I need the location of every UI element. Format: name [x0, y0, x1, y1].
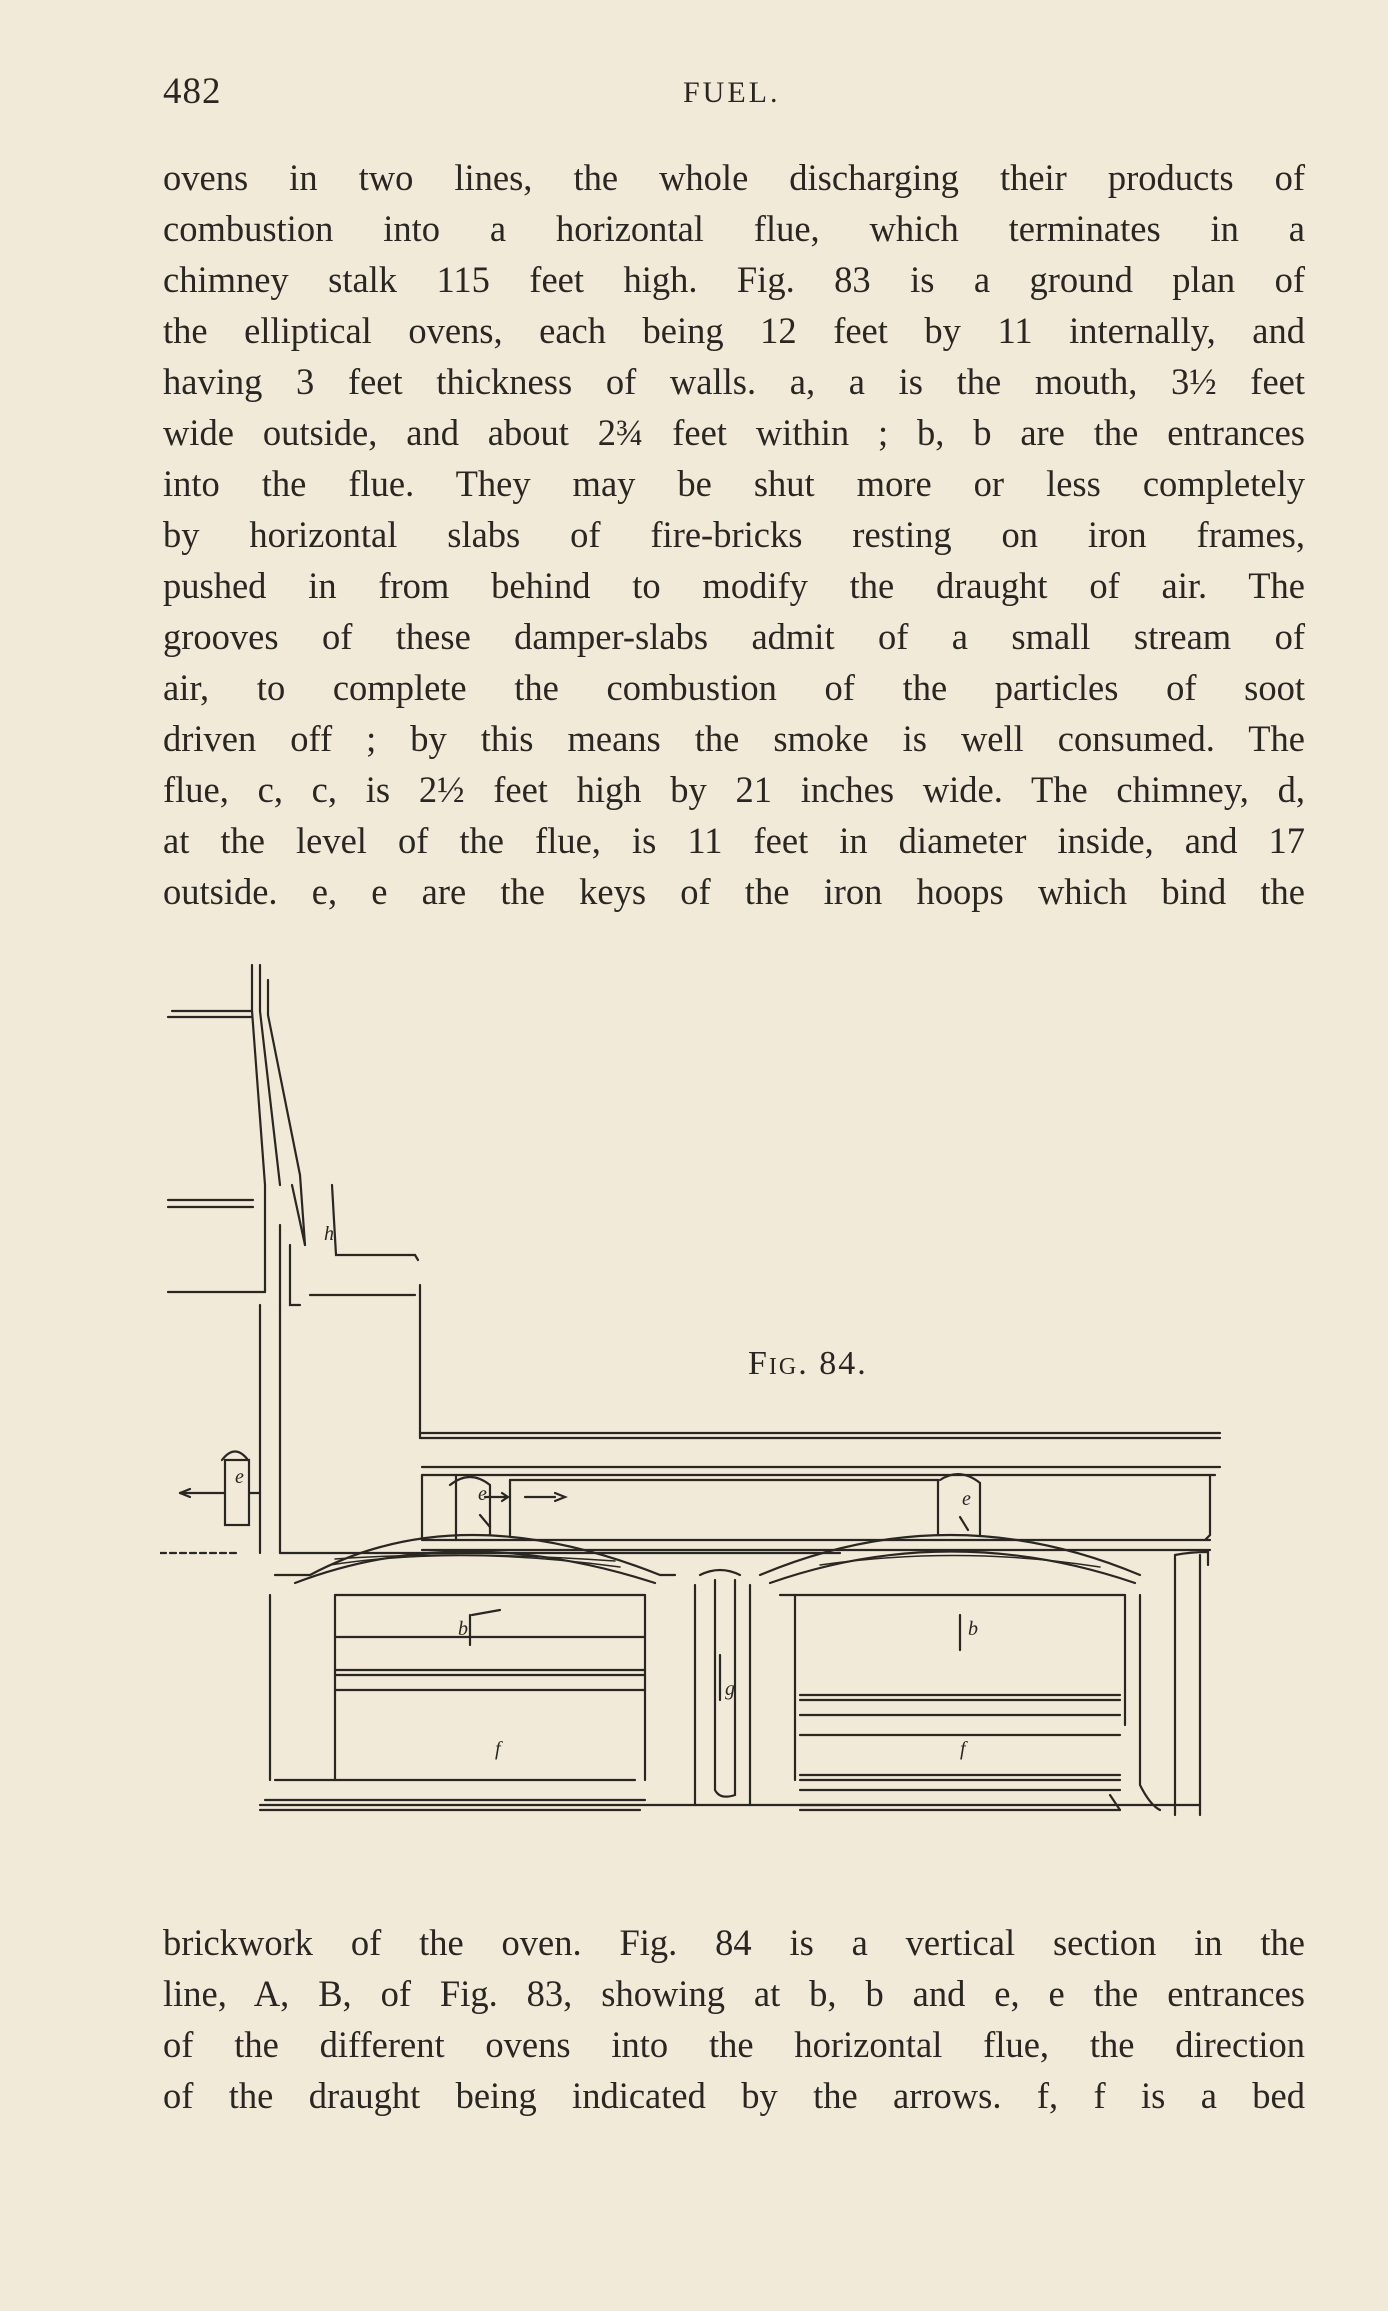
chimney-lines [168, 965, 418, 1305]
paragraph-bottom [163, 1917, 1305, 2121]
text-line: by horizontal slabs of fire-bricks resting on iron frames, [163, 514, 1305, 555]
left-key-detail [180, 1452, 260, 1526]
figure-labels [235, 1223, 978, 1760]
paragraph-top [163, 152, 1305, 917]
text-line: grooves of these damper-slabs admit of a small stream of [163, 616, 1305, 657]
label-f-left: f [495, 1738, 501, 1760]
label-f-right: f [960, 1738, 966, 1760]
text-line: flue, c, c, is 2½ feet high by 21 inches wide. The chimney, d, [163, 769, 1305, 810]
text-line: at the level of the flue, is 11 feet in diameter inside, and 17 [163, 820, 1305, 861]
right-wall [1175, 1552, 1208, 1815]
text-line: ovens in two lines, the whole discharging their products of [163, 157, 1305, 198]
text-line: the elliptical ovens, each being 12 feet by 11 internally, and [163, 310, 1305, 351]
running-title: FUEL. [683, 76, 781, 109]
label-b-left: b [458, 1618, 468, 1640]
center-pillar [695, 1570, 750, 1805]
label-b-right: b [968, 1618, 978, 1640]
text-line: air, to complete the combustion of the particles of soot [163, 667, 1305, 708]
label-g: g [725, 1678, 735, 1700]
text-line: chimney stalk 115 feet high. Fig. 83 is a ground plan of [163, 259, 1305, 300]
figure-84-diagram [160, 955, 1240, 1855]
text-line: of the draught being indicated by the arrows. f, f is a bed [163, 2075, 1305, 2116]
label-e-mid: e [478, 1483, 487, 1505]
flue-channel [422, 1467, 1220, 1550]
left-wall [160, 1285, 1220, 1553]
text-line: pushed in from behind to modify the draught of air. The [163, 565, 1305, 606]
oven-section-drawing [160, 955, 1240, 1855]
text-line: having 3 feet thickness of walls. a, a is the mouth, 3½ feet [163, 361, 1305, 402]
text-line: driven off ; by this means the smoke is well consumed. The [163, 718, 1305, 759]
figure-caption: Fig. 84. [748, 1345, 868, 1382]
text-line: line, A, B, of Fig. 83, showing at b, b and e, e the entrances [163, 1973, 1305, 2014]
text-line: into the flue. They may be shut more or less completely [163, 463, 1305, 504]
label-e-right: e [962, 1488, 971, 1510]
left-oven [260, 1535, 840, 1810]
text-line: brickwork of the oven. Fig. 84 is a vertical section in the [163, 1922, 1305, 1963]
page-header [163, 70, 1305, 120]
text-line: combustion into a horizontal flue, which terminates in a [163, 208, 1305, 249]
text-line: of the different ovens into the horizontal flue, the direction [163, 2024, 1305, 2065]
label-h: h [324, 1223, 334, 1245]
page-number: 482 [163, 71, 222, 112]
right-oven [760, 1535, 1200, 1810]
text-line: outside. e, e are the keys of the iron hoops which bind the [163, 871, 1305, 912]
text-line: wide outside, and about 2¾ feet within ; b, b are the entrances [163, 412, 1305, 453]
label-e-left: e [235, 1466, 244, 1488]
